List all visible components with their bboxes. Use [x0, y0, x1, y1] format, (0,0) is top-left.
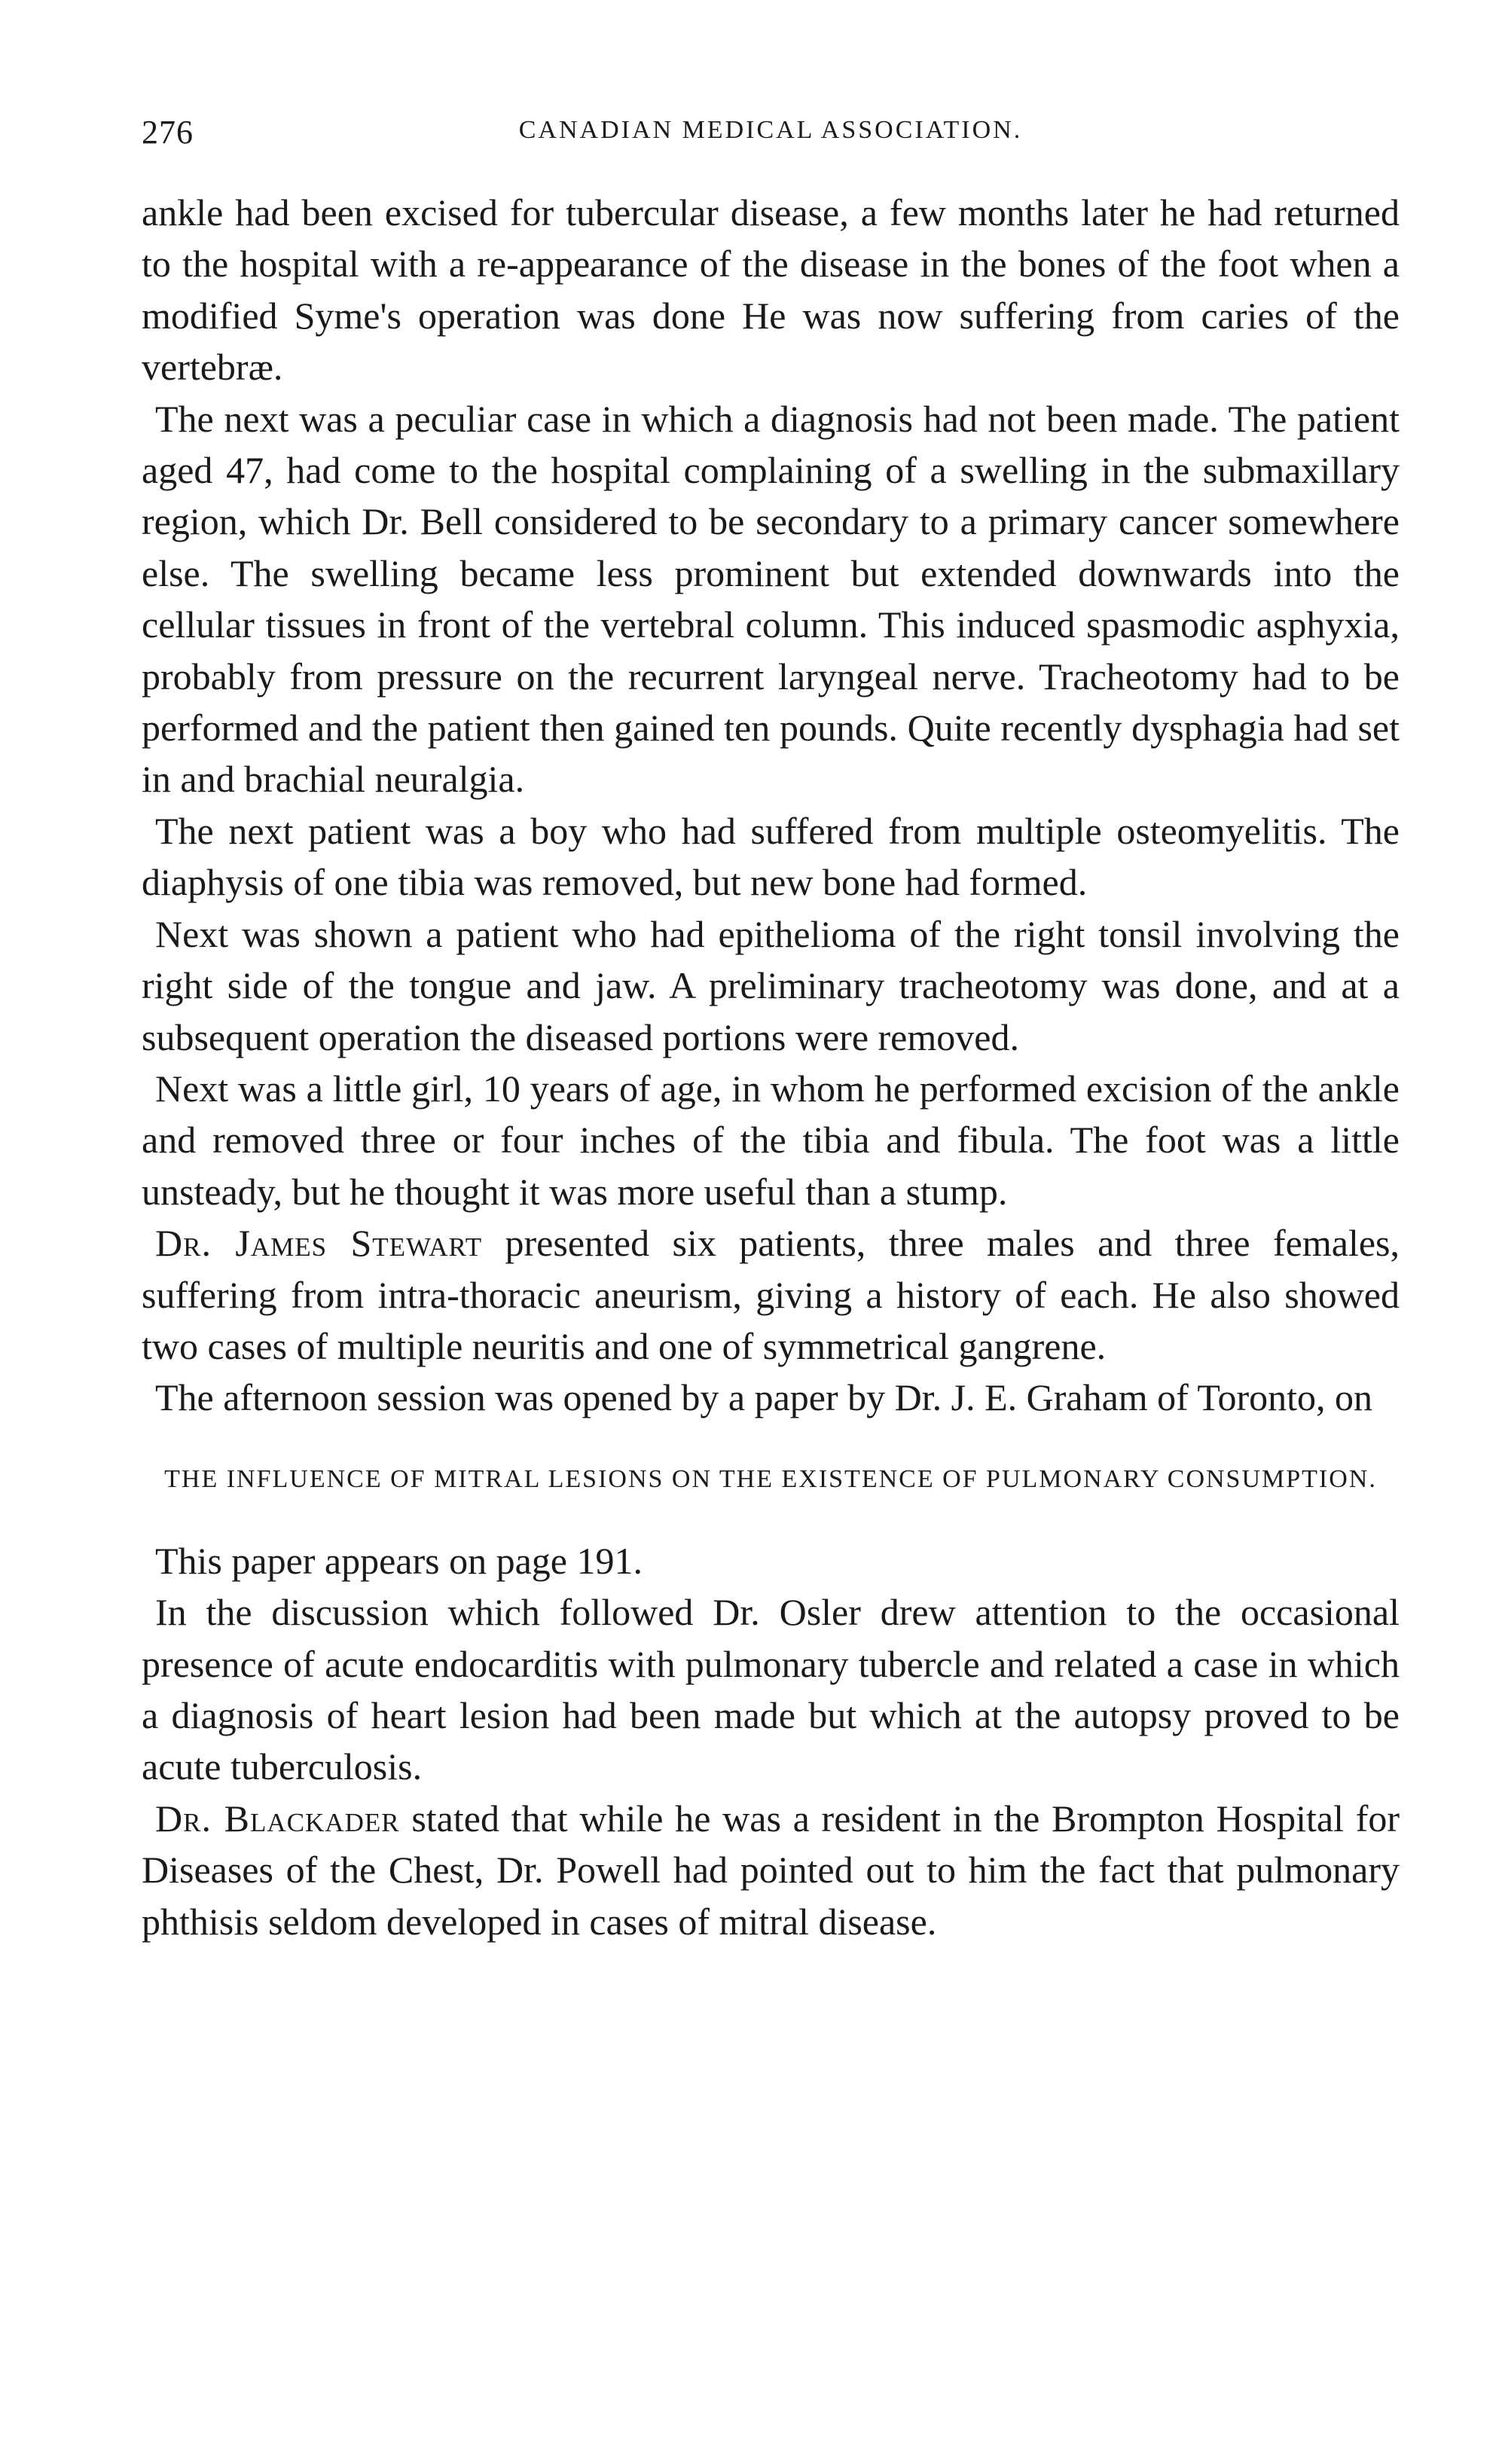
page-number: 276 — [142, 114, 194, 151]
page-header — [142, 113, 1400, 166]
speaker-name: Dr. James Stewart — [155, 1222, 483, 1265]
paragraph-osteomyelitis: The next patient was a boy who had suffered from multiple osteomyelitis. The diaphysis of one tibia was removed, but new bone had formed. — [142, 809, 1400, 904]
section-heading: THE INFLUENCE OF MITRAL LESIONS ON THE EXISTENCE OF PULMONARY CONSUMPTION. — [164, 1464, 1377, 1493]
paragraph-afternoon-session: The afternoon session was opened by a paper by Dr. J. E. Graham of Toronto, on — [155, 1376, 1373, 1419]
paragraph-ankle-excision: Next was a little girl, 10 years of age, in whom he performed excision of the ankle and removed three or four inches of the tibia and fibula. The foot was a little unsteady, but he thought it was more useful than a stump. — [142, 1067, 1400, 1213]
document-page — [142, 113, 1400, 1947]
speaker-name: Dr. Blackader — [155, 1797, 400, 1840]
paragraph-blackader — [142, 1793, 1400, 1947]
running-head: CANADIAN MEDICAL ASSOCIATION. — [518, 116, 1023, 144]
paragraph-epithelioma: Next was shown a patient who had epithelioma of the right tonsil involving the right side of the tongue and jaw. A preliminary tracheotomy was done, and at a subsequent operation the diseased portions were removed. — [142, 912, 1400, 1058]
paragraph-text: presented six patients, three males and three females, suffering from intra-thoracic aneurism, giving a history of each. He also showed two cases of multiple neuritis and one of symmetrical gangrene. — [142, 1222, 1400, 1367]
paragraph-discussion: In the discussion which followed Dr. Osler drew attention to the occasional presence of acute endocarditis with pulmonary tubercle and related a case in which a diagnosis of heart lesion had been made but which at the autopsy proved to be acute tuberculosis. — [142, 1591, 1400, 1788]
paragraph-text: stated that while he was a resident in the Brompton Hospital for Diseases of the Chest, Dr. Powell had pointed out to him the fact that pulmonary phthisis seldom developed in cases of mitral disease. — [142, 1797, 1400, 1943]
paragraph-ankle-continuation: ankle had been excised for tubercular disease, a few months later he had returned to the hospital with a re-appearance of the disease in the bones of the foot when a modified Syme's operation was done He was now suffering from caries of the vertebræ. — [142, 191, 1400, 389]
paragraph-stewart — [142, 1217, 1400, 1372]
paragraph-paper-reference: This paper appears on page 191. — [155, 1539, 643, 1582]
paragraph-peculiar-case: The next was a peculiar case in which a diagnosis had not been made. The patient aged 47, had come to the hospital complaining of a swelling in the submaxillary region, which Dr. Bell considered to be secondary to a primary cancer somewhere else. The swelling became less prominent but extended downwards into the cellular tissues in front of the vertebral column. This induced spasmodic asphyxia, probably from pressure on the recurrent laryngeal nerve. Tracheotomy had to be performed and the patient then gained ten pounds. Quite recently dysphagia had set in and brachial neuralgia. — [142, 397, 1400, 801]
